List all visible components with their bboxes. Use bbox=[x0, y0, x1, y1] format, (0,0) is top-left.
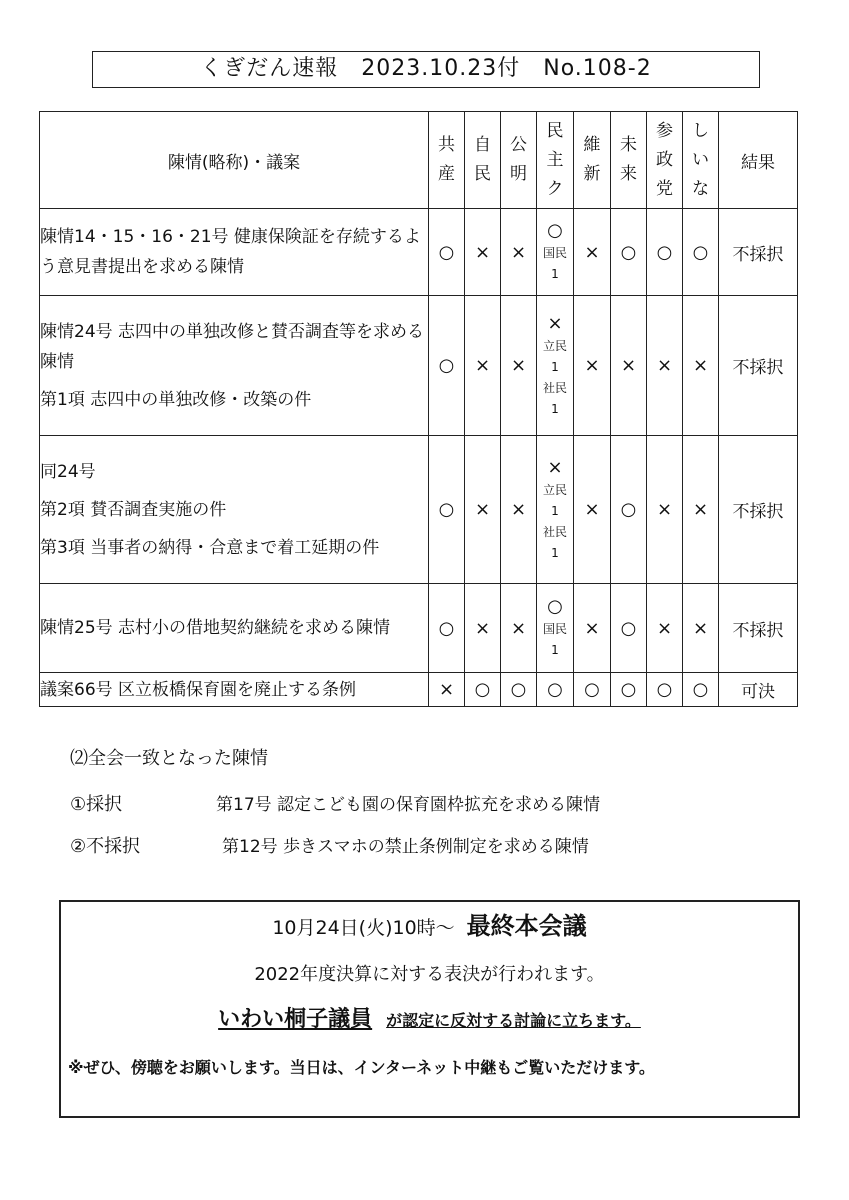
vote-shiina: × bbox=[683, 436, 719, 584]
vote-minshu-mark: × bbox=[547, 456, 563, 478]
header-party-label: 参政党 bbox=[656, 120, 673, 199]
unanimous-item bbox=[70, 832, 589, 858]
header-party bbox=[465, 112, 501, 209]
petition-line: 陳情25号 志村小の借地契約継続を求める陳情 bbox=[40, 618, 391, 638]
vote-minshu-note: 社民 bbox=[542, 524, 567, 539]
vote-minshu-note: 立民 bbox=[542, 338, 567, 353]
vote-minshu-note: 1 bbox=[551, 545, 559, 560]
vote-minshu-mark: ○ bbox=[547, 596, 563, 617]
vote-jimin: × bbox=[465, 209, 501, 296]
unanimous-item-text: 第17号 認定こども園の保育園枠拡充を求める陳情 bbox=[216, 795, 601, 815]
vote-minshu-note: 社民 bbox=[542, 380, 567, 395]
vote-shiina: × bbox=[683, 584, 719, 673]
notice-meeting: 最終本会議 bbox=[466, 912, 587, 940]
vote-minshu-mark: ○ bbox=[547, 220, 563, 241]
vote-mirai: ○ bbox=[611, 209, 647, 296]
vote-mirai: × bbox=[611, 296, 647, 436]
header-party bbox=[574, 112, 611, 209]
header-party-label: しいな bbox=[692, 120, 709, 199]
notice-box bbox=[59, 900, 800, 1118]
table-row bbox=[40, 436, 798, 584]
petition-cell bbox=[40, 584, 429, 673]
vote-minshu-note: 国民 bbox=[542, 246, 567, 260]
notice-member-name: いわい桐子議員 bbox=[218, 1007, 373, 1032]
vote-kyosan: ○ bbox=[429, 584, 465, 673]
vote-kyosan: × bbox=[429, 673, 465, 707]
notice-speaker bbox=[61, 1002, 798, 1033]
petition-line: 陳情24号 志四中の単独改修と賛否調査等を求める陳情 bbox=[40, 321, 425, 372]
petition-cell bbox=[40, 436, 429, 584]
vote-minshu-note: 1 bbox=[551, 267, 559, 281]
vote-ishin: × bbox=[574, 584, 611, 673]
vote-jimin: × bbox=[465, 584, 501, 673]
vote-mirai: ○ bbox=[611, 673, 647, 707]
notice-vote-info: 2022年度決算に対する表決が行われます。 bbox=[254, 964, 605, 985]
vote-minshu: ○ bbox=[537, 673, 574, 707]
vote-ishin: × bbox=[574, 209, 611, 296]
unanimous-section-title: ⑵全会一致となった陳情 bbox=[70, 748, 268, 769]
petition-line: 議案66号 区立板橋保育園を廃止する条例 bbox=[40, 679, 357, 700]
vote-kyosan: ○ bbox=[429, 296, 465, 436]
vote-komei: × bbox=[501, 584, 537, 673]
vote-kyosan: ○ bbox=[429, 436, 465, 584]
header-party bbox=[501, 112, 537, 209]
header-item: 陳情(略称)・議案 bbox=[40, 112, 429, 209]
vote-minshu-mark: × bbox=[547, 312, 563, 334]
vote-jimin: ○ bbox=[465, 673, 501, 707]
vote-ishin: ○ bbox=[574, 673, 611, 707]
petition-line: 第3項 当事者の納得・合意まで着工延期の件 bbox=[40, 537, 380, 558]
vote-minshu-note: 1 bbox=[551, 503, 559, 518]
vote-minshu bbox=[537, 209, 574, 296]
result-cell: 不採択 bbox=[719, 436, 798, 584]
header-party bbox=[537, 112, 574, 209]
petition-cell bbox=[40, 673, 429, 707]
result-cell: 不採択 bbox=[719, 584, 798, 673]
header-party bbox=[683, 112, 719, 209]
vote-minshu-note: 1 bbox=[551, 401, 559, 416]
notice-headline bbox=[61, 906, 798, 941]
vote-shiina: ○ bbox=[683, 673, 719, 707]
notice-footnote: ※ぜひ、傍聴をお願いします。当日は、インターネット中継もご覧いただけます。 bbox=[68, 1058, 655, 1077]
table-row bbox=[40, 673, 798, 707]
vote-ishin: × bbox=[574, 296, 611, 436]
vote-mirai: ○ bbox=[611, 436, 647, 584]
header-party-label: 自民 bbox=[474, 135, 491, 184]
petition-cell bbox=[40, 209, 429, 296]
unanimous-item-text: 第12号 歩きスマホの禁止条例制定を求める陳情 bbox=[222, 837, 589, 857]
vote-kyosan: ○ bbox=[429, 209, 465, 296]
vote-shiina: × bbox=[683, 296, 719, 436]
table-row bbox=[40, 296, 798, 436]
header-party-label: 維新 bbox=[583, 135, 601, 184]
header-party bbox=[611, 112, 647, 209]
petition-line: 同24号 bbox=[40, 461, 96, 482]
vote-sansei: ○ bbox=[647, 209, 683, 296]
unanimous-item-label: ②不採択 bbox=[70, 836, 141, 857]
vote-komei: × bbox=[501, 436, 537, 584]
notice-datetime: 10月24日(火)10時～ bbox=[272, 917, 455, 939]
header-party-label: 公明 bbox=[510, 135, 527, 184]
vote-sansei: × bbox=[647, 296, 683, 436]
vote-ishin: × bbox=[574, 436, 611, 584]
unanimous-item bbox=[70, 790, 600, 816]
header-party bbox=[429, 112, 465, 209]
petition-line: 第2項 賛否調査実施の件 bbox=[40, 499, 227, 520]
vote-minshu-note: 1 bbox=[551, 359, 559, 374]
petition-line: 第1項 志四中の単独改修・改築の件 bbox=[40, 389, 312, 410]
vote-jimin: × bbox=[465, 436, 501, 584]
vote-minshu-note: 立民 bbox=[542, 482, 567, 497]
vote-shiina: ○ bbox=[683, 209, 719, 296]
vote-mirai: ○ bbox=[611, 584, 647, 673]
vote-komei: ○ bbox=[501, 673, 537, 707]
vote-results-table bbox=[39, 111, 798, 707]
table-header-row bbox=[40, 112, 798, 209]
vote-komei: × bbox=[501, 209, 537, 296]
table-row bbox=[40, 584, 798, 673]
vote-jimin: × bbox=[465, 296, 501, 436]
unanimous-item-label: ①採択 bbox=[70, 794, 123, 815]
header-result: 結果 bbox=[719, 112, 798, 209]
table-row bbox=[40, 209, 798, 296]
vote-sansei: ○ bbox=[647, 673, 683, 707]
vote-minshu bbox=[537, 584, 574, 673]
header-party-label: 未来 bbox=[620, 135, 637, 184]
vote-sansei: × bbox=[647, 584, 683, 673]
bulletin-title: くぎだん速報 2023.10.23付 No.108-2 bbox=[92, 51, 760, 88]
vote-sansei: × bbox=[647, 436, 683, 584]
notice-member-action: が認定に反対する討論に立ちます。 bbox=[386, 1011, 641, 1030]
vote-minshu bbox=[537, 436, 574, 584]
vote-minshu bbox=[537, 296, 574, 436]
header-party bbox=[647, 112, 683, 209]
vote-minshu-note: 1 bbox=[551, 643, 559, 657]
header-party-label: 民主ク bbox=[546, 120, 564, 199]
vote-komei: × bbox=[501, 296, 537, 436]
petition-line: 陳情14・15・16・21号 健康保険証を存続するよう意見書提出を求める陳情 bbox=[40, 227, 421, 277]
result-cell: 不採択 bbox=[719, 209, 798, 296]
header-party-label: 共産 bbox=[438, 135, 455, 184]
vote-minshu-note: 国民 bbox=[542, 622, 567, 636]
result-cell: 可決 bbox=[719, 673, 798, 707]
petition-cell bbox=[40, 296, 429, 436]
result-cell: 不採択 bbox=[719, 296, 798, 436]
